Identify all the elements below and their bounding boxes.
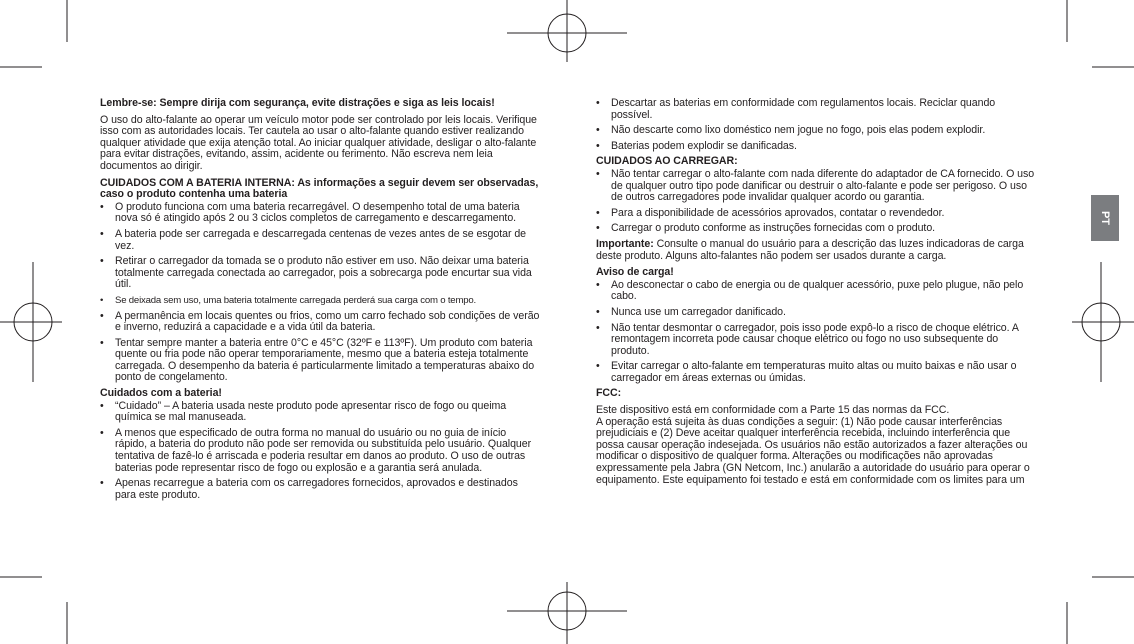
list-item: • A permanência em locais quentes ou frios, como um carro fechado sob condições de verão e inverno, reduzirá a capacidade e a vida útil da bateria.	[100, 311, 540, 334]
list-item: • Baterias podem explodir se danificadas.	[596, 141, 1036, 153]
charging-heading: CUIDADOS AO CARREGAR:	[596, 155, 738, 168]
battery-care-heading: Cuidados com a bateria!	[100, 387, 222, 400]
fcc-compliance-line: Este dispositivo está em conformidade com a Parte 15 das normas da FCC.	[596, 404, 950, 417]
disposal-list	[596, 98, 1036, 152]
load-warning-list	[596, 280, 1036, 385]
safety-reminder: Lembre-se: Sempre dirija com segurança, evite distrações e siga as leis locais!	[100, 97, 495, 109]
intro-paragraph: O uso do alto-falante ao operar um veículo motor pode ser controlado por leis locais. Verifique isso com as autoridades locais. Ter cautela ao usar o alto-falante quando estiver realizando qualquer atividade que exija atenção total. Ao iniciar qualquer atividade, desligar o alto-falante para evitar distrações, evitando, assim, acidente ou ferimento. Não escreva nem leia documentos ao dirigir.	[100, 113, 537, 172]
important-note	[596, 239, 1036, 262]
list-item: • “Cuidado” – A bateria usada neste produto pode apresentar risco de fogo ou queima química se mal manuseada.	[100, 401, 540, 424]
list-item: • Não tentar carregar o alto-falante com nada diferente do adaptador de CA fornecido. O uso de qualquer outro tipo pode danificar ou destruir o alto-falante e pode ser perigoso. O uso de outros carregadores pode invalidar qualquer acordo ou garantia.	[596, 169, 1036, 204]
list-item: • A menos que especificado de outra forma no manual do usuário ou no guia de início rápido, a bateria do produto não pode ser removida ou substituída pelo usuário. Qualquer tentativa de fazê-lo é arriscada e poderia resultar em danos ao produto. O uso de outras baterias pode representar risco de fogo ou explosão e a garantia será anulada.	[100, 428, 540, 474]
list-item: • Ao desconectar o cabo de energia ou de qualquer acessório, puxe pelo plugue, não pelo cabo.	[596, 280, 1036, 303]
language-tab-label: PT	[1099, 210, 1111, 226]
fcc-paragraph: A operação está sujeita às duas condições a seguir: (1) Não pode causar interferências prejudiciais e (2) Deve aceitar qualquer interferência recebida, incluindo interferência que possa causar operação indesejada. Os usuários não estão autorizados a fazer alterações ou modificar o dispositivo de qualquer forma. Alterações ou modificações não aprovadas expressamente pela Jabra (GN Netcom, Inc.) anularão a autoridade do usuário para operar o equipamento. Este equipamento foi testado e está em conformidade com os limites para um	[596, 415, 1030, 486]
list-item: • Para a disponibilidade de acessórios aprovados, contatar o revendedor.	[596, 208, 1036, 220]
list-item: • Tentar sempre manter a bateria entre 0°C e 45°C (32ºF e 113ºF). Um produto com bateria quente ou fria pode não operar temporariamente, mesmo que a bateria esteja totalmente carregada. O desempenho da bateria é particularmente limitado a temperaturas abaixo do ponto de congelamento.	[100, 338, 540, 384]
list-item: • Retirar o carregador da tomada se o produto não estiver em uso. Não deixar uma bateria totalmente carregada conectada ao carregador, pois a sobrecarga pode encurtar sua vida útil.	[100, 256, 540, 291]
battery-heading: CUIDADOS COM A BATERIA INTERNA: As informações a seguir devem ser observadas, caso o produto contenha uma bateria	[100, 176, 539, 201]
list-item: • Não tentar desmontar o carregador, pois isso pode expô-lo a risco de choque elétrico. A remontagem incorreta pode causar choque elétrico ou fogo no uso subsequente do produto.	[596, 323, 1036, 358]
list-item: • Evitar carregar o alto-falante em temperaturas muito altas ou muito baixas e não usar o carregador em áreas externas ou úmidas.	[596, 361, 1036, 384]
list-item: • O produto funciona com uma bateria recarregável. O desempenho total de uma bateria nova só é atingido após 2 ou 3 ciclos completos de carregamento e descarregamento.	[100, 202, 540, 225]
right-column	[596, 98, 1036, 486]
battery-list	[100, 202, 540, 384]
left-column	[100, 98, 540, 505]
list-item: • Carregar o produto conforme as instruções fornecidas com o produto.	[596, 223, 1036, 235]
battery-care-list	[100, 401, 540, 502]
charging-list	[596, 169, 1036, 235]
list-item: • Descartar as baterias em conformidade com regulamentos locais. Reciclar quando possível.	[596, 98, 1036, 121]
list-item: • Se deixada sem uso, uma bateria totalmente carregada perderá sua carga com o tempo.	[100, 295, 540, 307]
important-label: Importante:	[596, 237, 654, 250]
important-text: Consulte o manual do usuário para a descrição das luzes indicadoras de carga deste produto. Alguns alto-falantes não podem ser usados durante a carga.	[596, 237, 1024, 262]
language-tab	[1091, 195, 1119, 241]
list-item: • Nunca use um carregador danificado.	[596, 307, 1036, 319]
list-item: • Não descarte como lixo doméstico nem jogue no fogo, pois elas podem explodir.	[596, 125, 1036, 137]
fcc-heading: FCC:	[596, 387, 622, 400]
load-warning-heading: Aviso de carga!	[596, 266, 674, 279]
list-item: • Apenas recarregue a bateria com os carregadores fornecidos, aprovados e destinados para este produto.	[100, 478, 540, 501]
list-item: • A bateria pode ser carregada e descarregada centenas de vezes antes de se esgotar de vez.	[100, 229, 540, 252]
